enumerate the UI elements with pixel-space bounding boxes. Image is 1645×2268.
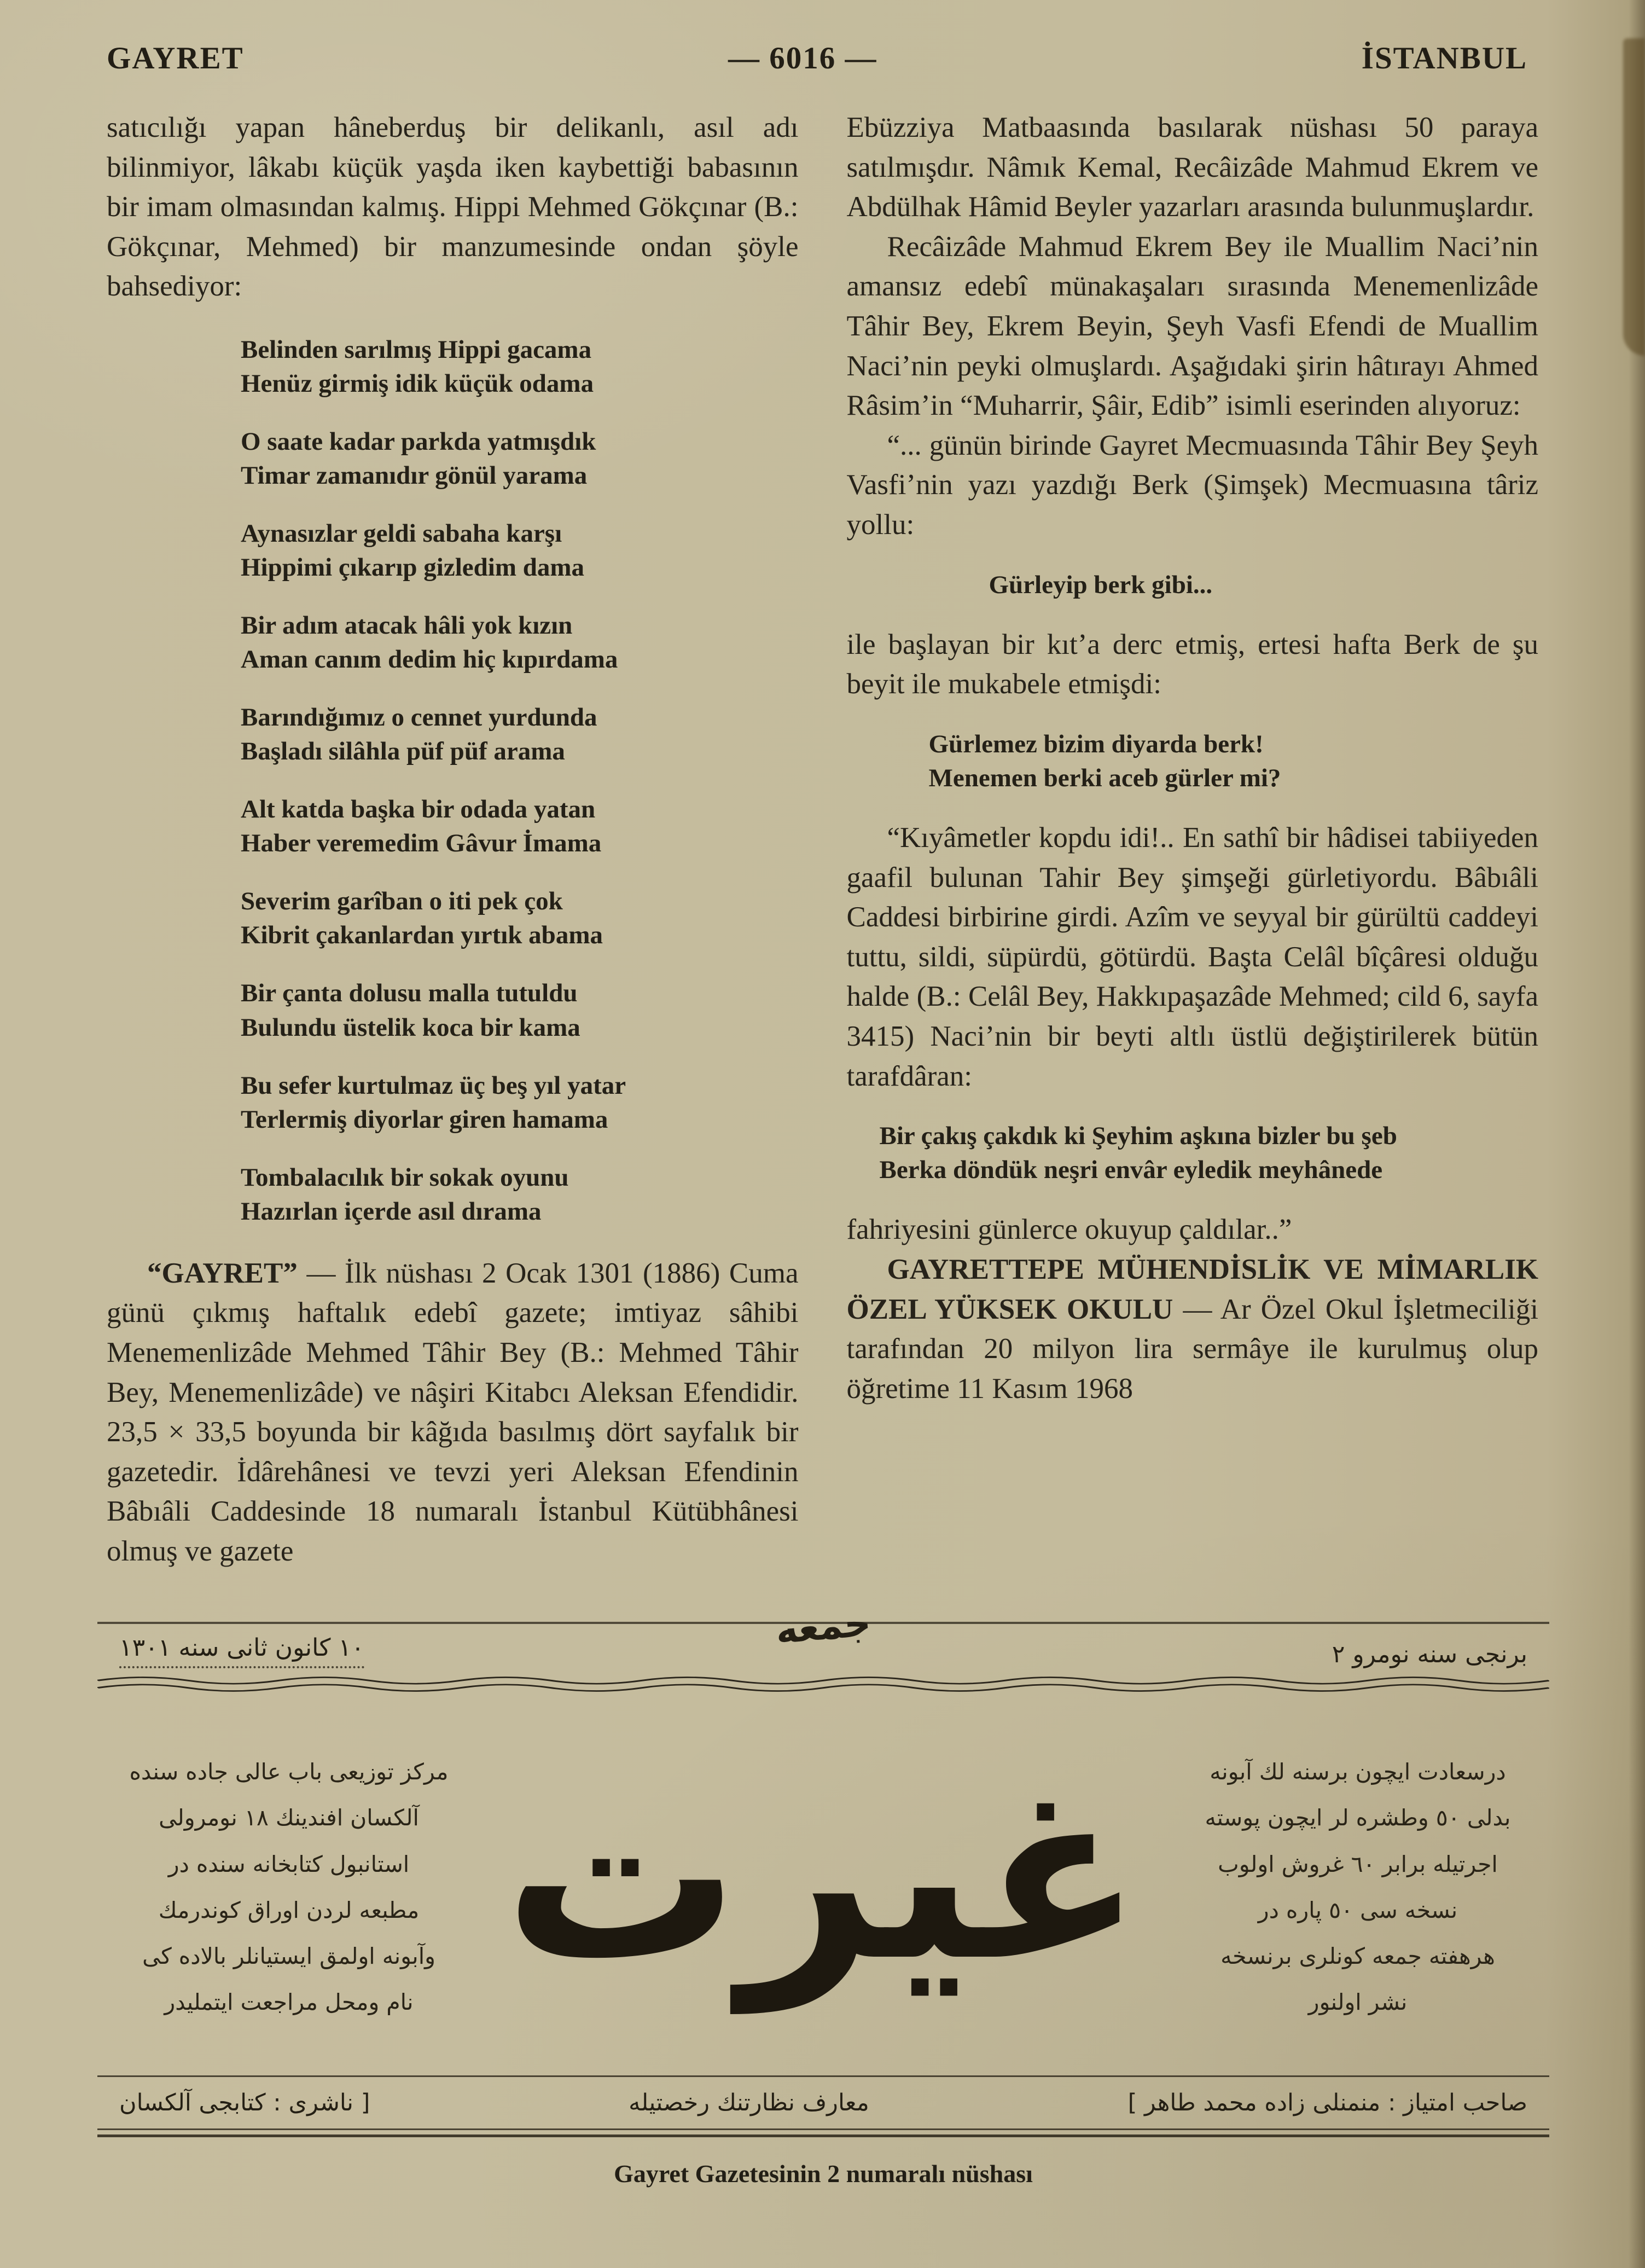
paragraph-continuation: Ebüzziya Matbaasında basılarak nüshası 50 paraya satılmışdır. Nâmık Kemal, Recâizâde Mahmud Ekrem ve Abdülhak Hâmid Beyler yazarları arasında bulunmuşlardır. [846, 112, 1538, 223]
paragraph: Recâizâde Mahmud Ekrem Bey ile Muallim Naci’nin amansız edebî münakaşaları sırasında Menemenlizâde Tâhir Bey, Ekrem Beyin, Şeyh Vasfi Efendi de Muallim Naci’nin peyki olmuşlardı. Aşağıdaki şirin hâtırayı Ahmed Râsim’in “Muharrir, Şâir, Edib” isimli eserinden alıyoruz: [846, 230, 1538, 422]
poem-line: O saate kadar parkda yatmışdık [241, 427, 596, 456]
ottoman-line: هرهفته جمعه كونلرى برنسخه [1220, 1942, 1495, 1969]
quoted-couplet [929, 727, 1539, 795]
poem-couplet [241, 425, 799, 492]
poem-line: Bu sefer kurtulmaz üç beş yıl yatar [241, 1071, 626, 1100]
paragraph: ile başlayan bir kıt’a derc etmiş, ertesi hafta Berk de şu beyit ile mukabele etmişdi: [846, 628, 1538, 700]
quoted-couplet [880, 1119, 1539, 1187]
verse-line: Gürlemez bizim diyarda berk! [928, 729, 1264, 758]
newspaper-date: ١٠ كانون ثانى سنه ١٣٠١ [119, 1634, 364, 1668]
ottoman-line: نشر اولنور [1308, 1988, 1408, 2015]
newspaper-masthead-row [97, 1692, 1549, 2075]
verse-line: Berka döndük neşri envâr eyledik meyhânede [879, 1156, 1383, 1185]
poem-line: Kibrit çakanlardan yırtık abama [241, 921, 603, 950]
figure-caption: Gayret Gazetesinin 2 numaralı nüshası [614, 2159, 1033, 2188]
header-section-title: İSTANBUL [1361, 41, 1527, 76]
poem-line: Bir çanta dolusu malla tutuldu [241, 979, 578, 1008]
poem-couplet [241, 1069, 799, 1136]
entry-gayrettepe-paragraph [847, 1250, 1539, 1408]
poem-couplet [241, 608, 799, 676]
poem-line: Henüz girmiş idik küçük odama [241, 369, 594, 398]
entry-body: — İlk nüshası 2 Ocak 1301 (1886) Cuma günü çıkmış haftalık edebî gazete; imtiyaz sâhibi Menemenlizâde Mehmed Tâhir Bey (B.: Mehmed Tâhir Bey, Menemenlizâde) ve nâşiri Kitabcı Aleksan Efendidir. 23,5 × 33,5 boyunda bir kâğıda basılmış dört sayfalık bir gazetedir. İdârehânesi ve tevzi yeri Aleksan Efendinin Bâbıâli Caddesinde 18 numaralı İstanbul Kütübhânesi olmuş ve gazete [107, 1257, 799, 1567]
poem-line: Bir adım atacak hâli yok kızın [241, 611, 573, 640]
poem-line: Belinden sarılmış Hippi gacama [241, 335, 592, 364]
poem-couplet [241, 517, 799, 584]
newspaper-owner: صاحب امتياز : منمنلى زاده محمد طاهر ] [1127, 2089, 1527, 2116]
paragraph: “... günün birinde Gayret Mecmuasında Tâhir Bey Şeyh Vasfi’nin yazı yazdığı Berk (Şimşek) Mecmuasına târiz yollu: [846, 429, 1538, 541]
newspaper-masthead-calligraphy: غيرت [503, 1738, 1143, 2012]
poem-line: Terlermiş diyorlar giren hamama [241, 1105, 608, 1134]
ottoman-line: مركز توزيعى باب عالى جاده سنده [129, 1759, 449, 1785]
poem-couplet [241, 976, 799, 1044]
ottoman-line: وآبونه اولمق ايستيانلر بالاده كى [142, 1942, 435, 1969]
newspaper-left-info [108, 1749, 469, 2025]
entry-gayret-paragraph [107, 1254, 799, 1571]
ottoman-line: بدلى ٥٠ وطشره لر ايچون پوسته [1205, 1805, 1511, 1831]
quoted-verse [989, 568, 1539, 602]
paragraph-continuation: satıcılığı yapan hâneberduş bir delikanlı, asıl adı bilinmiyor, lâkabı küçük yaşda iken kaybettiği babasının bir imam olmasından kalmış. Hippi Mehmed Gökçınar (B.: Gökçınar, Mehmed) bir manzumesinde ondan şöyle bahsediyor: [107, 112, 799, 303]
entry-body: — Ar Özel Okul İşletmeciliği tarafından 20 milyon lira sermâye ile kurulmuş olup öğretime 11 Kasım 1968 [846, 1293, 1538, 1405]
poem-couplet [241, 333, 799, 401]
newspaper-issue-number: برنجى سنه نومرو ٢ [1332, 1640, 1527, 1668]
left-column [107, 108, 799, 1571]
poem-line: Timar zamanıdır gönül yarama [241, 461, 588, 490]
right-column [847, 108, 1539, 1571]
ottoman-line: نام ومحل مراجعت ايتمليدر [164, 1988, 414, 2015]
newspaper-license: معارف نظارتنك رخصتيله [629, 2089, 869, 2116]
poem-line: Hippimi çıkarıp gizledim dama [241, 553, 585, 582]
poem-line: Barındığımız o cennet yurdunda [241, 703, 597, 732]
newspaper-right-info [1177, 1749, 1538, 2025]
paragraph: fahriyesini günlerce okuyup çaldılar..” [846, 1214, 1292, 1246]
verse-line: Menemen berki aceb gürler mi? [928, 763, 1281, 792]
newspaper-imprint-row [97, 2075, 1549, 2130]
entry-title: GAYRETTEPE MÜHENDİSLİK VE MİMARLIK ÖZEL YÜKSEK OKULU [846, 1253, 1538, 1325]
header-page-number: — 6016 — [728, 41, 877, 76]
poem-couplet [241, 1161, 799, 1228]
verse-line: Gürleyip berk gibi... [989, 570, 1213, 599]
newspaper-facsimile [97, 1601, 1549, 2188]
running-header [0, 0, 1645, 76]
two-column-text [107, 108, 1538, 1571]
ottoman-line: آلكسان افندينك ١٨ نومرولى [159, 1805, 419, 1831]
paragraph: “Kıyâmetler kopdu idi!.. En sathî bir hâdisei tabiiyeden gaafil bulunan Tahir Bey şimşeği gürletiyordu. Bâbıâli Caddesi birbirine girdi. Azîm ve seyyal bir gürültü caddeyi tuttu, sildi, süpürdü, götürdü. Başta Celâl bîçâresi olduğu halde (B.: Celâl Bey, Hakkıpaşazâde Mehmed; cild 6, sayfa 3415) Naci’nin bir beyti altlı üstlü değiştirilerek bütün tarafdâran: [846, 822, 1538, 1092]
poem-couplet [241, 700, 799, 768]
poem-line: Alt katda başka bir odada yatan [241, 795, 596, 824]
newspaper-publisher: [ ناشرى : كتابجى آلكسان [119, 2089, 370, 2116]
ottoman-line: نسخه سى ٥٠ پاره در [1258, 1896, 1458, 1923]
poem-line: Aman canım dedim hiç kıpırdama [241, 645, 618, 674]
wavy-divider [97, 1676, 1549, 1692]
poem-line: Başladı silâhla püf püf arama [241, 737, 565, 766]
poem-line: Haber veremedim Gâvur İmama [241, 829, 602, 858]
poem-block [241, 333, 799, 1228]
newspaper-stamp: جمعه [774, 1601, 873, 1652]
ottoman-line: مطبعه لردن اوراق كوندرمك [158, 1896, 420, 1923]
corner-stain [1623, 38, 1645, 356]
header-journal-title: GAYRET [107, 41, 244, 76]
poem-couplet [241, 792, 799, 860]
poem-line: Tombalacılık bir sokak oyunu [241, 1163, 569, 1192]
poem-couplet [241, 884, 799, 952]
entry-title: “GAYRET” [147, 1257, 298, 1289]
ottoman-line: اجرتيله برابر ٦٠ غروش اولوب [1218, 1851, 1498, 1877]
verse-line: Bir çakış çakdık ki Şeyhim aşkına bizler bu şeb [879, 1122, 1397, 1151]
newspaper-bottom-rule [97, 2134, 1549, 2137]
newspaper-top-row [97, 1601, 1549, 1676]
poem-line: Severim garîban o iti pek çok [241, 887, 563, 916]
poem-line: Hazırlan içerde asıl dırama [241, 1197, 542, 1226]
ottoman-line: درسعادت ايچون برسنه لك آبونه [1210, 1759, 1506, 1785]
ottoman-line: استانبول كتابخانه سنده در [168, 1851, 410, 1877]
poem-line: Aynasızlar geldi sabaha karşı [241, 519, 562, 548]
poem-line: Bulundu üstelik koca bir kama [241, 1013, 580, 1042]
